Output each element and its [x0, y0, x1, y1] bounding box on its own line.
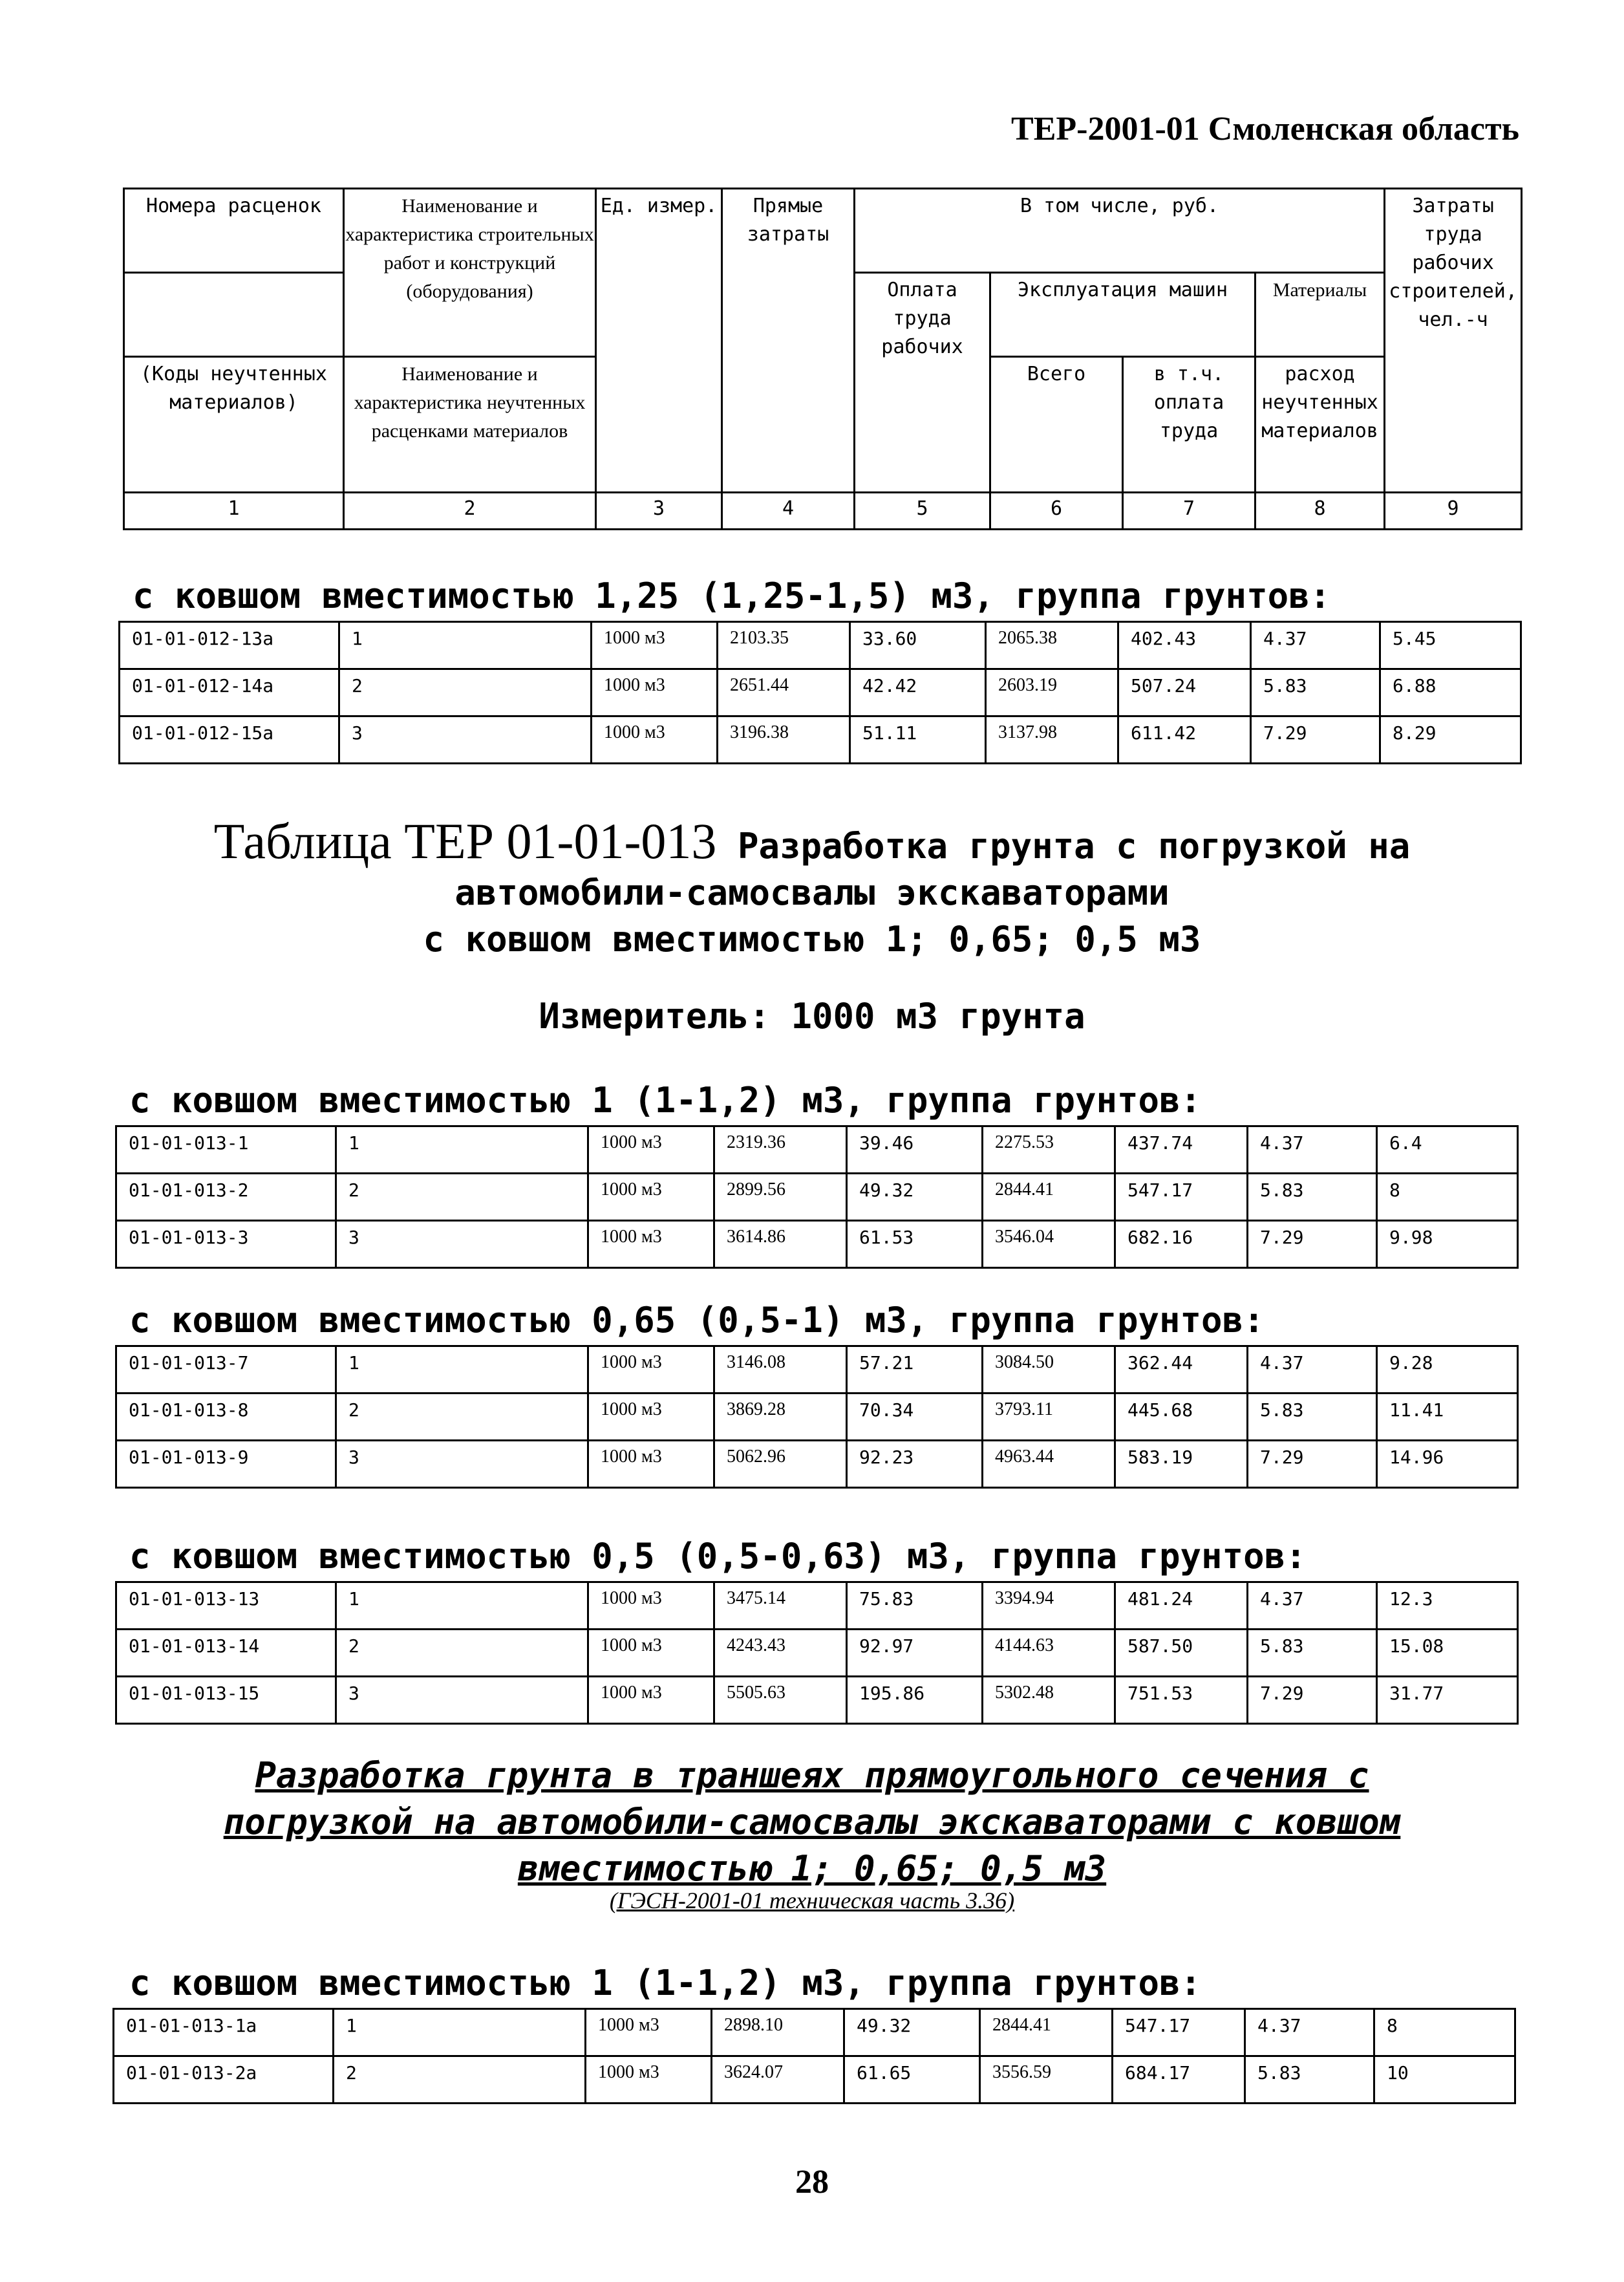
rate-table: [112, 2008, 1516, 2104]
table-cell: 2844.41: [980, 2009, 1113, 2056]
table-cell: 2651.44: [718, 669, 850, 716]
header-materials: Материалы: [1255, 273, 1385, 357]
table-cell: 1000 м3: [592, 716, 718, 764]
table-cell: 2899.56: [714, 1174, 847, 1221]
rate-table: [115, 1581, 1519, 1725]
table-cell: 4.37: [1245, 2009, 1374, 2056]
table-cell: 3556.59: [980, 2056, 1113, 2104]
table-cell: 5505.63: [714, 1677, 847, 1724]
table-cell: 4.37: [1248, 1126, 1377, 1174]
table-cell: 2844.41: [983, 1174, 1115, 1221]
table-cell: 1000 м3: [588, 1630, 714, 1677]
table-cell: 195.86: [847, 1677, 983, 1724]
table-cell: 4963.44: [983, 1441, 1115, 1488]
table-row: [120, 669, 1521, 716]
group-heading: с ковшом вместимостью 1 (1-1,2) м3, группа грунтов:: [129, 1963, 1202, 2003]
table-cell: 2: [334, 2056, 586, 2104]
table-cell: 3546.04: [983, 1221, 1115, 1268]
table-cell: 362.44: [1115, 1346, 1248, 1394]
table-cell: 1: [336, 1346, 588, 1394]
table-cell: 01-01-013-1: [116, 1126, 336, 1174]
table-cell: 587.50: [1115, 1630, 1248, 1677]
table-cell: 3137.98: [986, 716, 1118, 764]
table-cell: 8.29: [1380, 716, 1521, 764]
table-cell: 7.29: [1251, 716, 1380, 764]
table-cell: 5.83: [1248, 1630, 1377, 1677]
table-cell: 611.42: [1118, 716, 1251, 764]
unit-line: Измеритель: 1000 м3 грунта: [539, 996, 1085, 1037]
table-cell: 2: [336, 1630, 588, 1677]
table-cell: 14.96: [1377, 1441, 1518, 1488]
table-cell: 445.68: [1115, 1394, 1248, 1441]
column-header-table: [123, 188, 1522, 530]
table-cell: 3475.14: [714, 1582, 847, 1630]
table-cell: 2: [339, 669, 592, 716]
table-cell: 437.74: [1115, 1126, 1248, 1174]
table-cell: 5302.48: [983, 1677, 1115, 1724]
table-cell: 1: [336, 1582, 588, 1630]
table-row: [116, 1582, 1518, 1630]
table-cell: 8: [1374, 2009, 1515, 2056]
table-cell: 01-01-013-1а: [114, 2009, 334, 2056]
header-direct-costs: Прямые затраты: [722, 189, 855, 493]
table-row: [116, 1126, 1518, 1174]
table-cell: 61.65: [844, 2056, 980, 2104]
table-cell: 7.29: [1248, 1441, 1377, 1488]
table-row: [116, 1221, 1518, 1268]
table-cell: 682.16: [1115, 1221, 1248, 1268]
table-cell: 9.28: [1377, 1346, 1518, 1394]
column-number: 6: [990, 493, 1123, 530]
table-cell: 51.11: [850, 716, 986, 764]
table-cell: 3614.86: [714, 1221, 847, 1268]
column-number: 1: [124, 493, 344, 530]
table-row: [120, 622, 1521, 669]
table-cell: 57.21: [847, 1346, 983, 1394]
table-cell: 2319.36: [714, 1126, 847, 1174]
table-row: [116, 1174, 1518, 1221]
table-cell: 2065.38: [986, 622, 1118, 669]
header-incl-wages: в т.ч. оплата труда: [1123, 357, 1255, 493]
table-cell: 4144.63: [983, 1630, 1115, 1677]
column-number: 4: [722, 493, 855, 530]
table-cell: 1000 м3: [592, 669, 718, 716]
table-title-line3: с ковшом вместимостью 1; 0,65; 0,5 м3: [423, 919, 1201, 960]
table-cell: 1000 м3: [588, 1677, 714, 1724]
table-row: [116, 1394, 1518, 1441]
header-incl: В том числе, руб.: [855, 189, 1385, 273]
table-cell: 583.19: [1115, 1441, 1248, 1488]
trench-title-line2: погрузкой на автомобили-самосвалы экскаваторами с ковшом: [223, 1802, 1401, 1842]
table-cell: 1: [336, 1126, 588, 1174]
header-total: Всего: [990, 357, 1123, 493]
header-name-materials: Наименование и характеристика неучтенных расценками материалов: [344, 357, 596, 493]
table-cell: 3: [336, 1677, 588, 1724]
table-cell: 547.17: [1113, 2009, 1245, 2056]
header-rates-spacer: [124, 273, 344, 357]
table-cell: 01-01-013-2: [116, 1174, 336, 1221]
table-cell: 1000 м3: [592, 622, 718, 669]
table-cell: 3084.50: [983, 1346, 1115, 1394]
table-cell: 3869.28: [714, 1394, 847, 1441]
table-row: [116, 1346, 1518, 1394]
group-heading: с ковшом вместимостью 0,65 (0,5-1) м3, группа грунтов:: [129, 1300, 1265, 1340]
table-cell: 1000 м3: [588, 1221, 714, 1268]
header-name-works: Наименование и характеристика строительных работ и конструкций (оборудования): [344, 189, 596, 357]
table-cell: 5.45: [1380, 622, 1521, 669]
table-cell: 8: [1377, 1174, 1518, 1221]
trench-title-line3: вместимостью 1; 0,65; 0,5 м3: [517, 1848, 1107, 1889]
table-cell: 01-01-013-7: [116, 1346, 336, 1394]
table-cell: 49.32: [847, 1174, 983, 1221]
table-cell: 11.41: [1377, 1394, 1518, 1441]
table-cell: 01-01-012-14а: [120, 669, 339, 716]
table-cell: 7.29: [1248, 1677, 1377, 1724]
table-cell: 6.4: [1377, 1126, 1518, 1174]
table-cell: 3196.38: [718, 716, 850, 764]
table-cell: 01-01-013-2а: [114, 2056, 334, 2104]
group-heading: с ковшом вместимостью 1,25 (1,25-1,5) м3, группа грунтов:: [133, 576, 1331, 616]
table-cell: 31.77: [1377, 1677, 1518, 1724]
table-cell: 75.83: [847, 1582, 983, 1630]
table-cell: 15.08: [1377, 1630, 1518, 1677]
column-number: 5: [855, 493, 990, 530]
column-number: 7: [1123, 493, 1255, 530]
table-cell: 01-01-013-3: [116, 1221, 336, 1268]
table-title-line1: Разработка грунта с погрузкой на: [737, 826, 1411, 867]
rate-table: [118, 621, 1522, 764]
table-cell: 684.17: [1113, 2056, 1245, 2104]
table-cell: 3793.11: [983, 1394, 1115, 1441]
header-rates-no: Номера расценок: [124, 189, 344, 273]
table-cell: 01-01-012-13а: [120, 622, 339, 669]
table-cell: 01-01-013-15: [116, 1677, 336, 1724]
table-cell: 2898.10: [712, 2009, 844, 2056]
table-cell: 5.83: [1245, 2056, 1374, 2104]
table-cell: 92.23: [847, 1441, 983, 1488]
table-cell: 5.83: [1248, 1394, 1377, 1441]
table-cell: 42.42: [850, 669, 986, 716]
table-cell: 1: [339, 622, 592, 669]
table-title-lead: Таблица ТЕР 01-01-013: [213, 813, 717, 869]
table-cell: 1000 м3: [588, 1174, 714, 1221]
table-cell: 4.37: [1248, 1346, 1377, 1394]
column-number: 2: [344, 493, 596, 530]
table-title-line2: автомобили-самосвалы экскаваторами: [454, 872, 1170, 913]
running-header: ТЕР-2001-01 Смоленская область: [1011, 111, 1519, 147]
table-cell: 49.32: [844, 2009, 980, 2056]
table-cell: 92.97: [847, 1630, 983, 1677]
header-consumption: расход неучтенных материалов: [1255, 357, 1385, 493]
table-cell: 01-01-013-9: [116, 1441, 336, 1488]
table-row: [120, 716, 1521, 764]
table-cell: 5.83: [1248, 1174, 1377, 1221]
table-row: [114, 2056, 1515, 2104]
table-cell: 3: [336, 1441, 588, 1488]
column-number: 9: [1385, 493, 1522, 530]
table-cell: 10: [1374, 2056, 1515, 2104]
rate-table: [115, 1125, 1519, 1269]
table-row: [116, 1441, 1518, 1488]
table-cell: 2275.53: [983, 1126, 1115, 1174]
table-cell: 3624.07: [712, 2056, 844, 2104]
table-cell: 481.24: [1115, 1582, 1248, 1630]
table-cell: 3: [339, 716, 592, 764]
table-cell: 1000 м3: [588, 1126, 714, 1174]
table-cell: 1: [334, 2009, 586, 2056]
table-cell: 3394.94: [983, 1582, 1115, 1630]
table-cell: 33.60: [850, 622, 986, 669]
trench-reference: (ГЭСН-2001-01 техническая часть 3.36): [609, 1888, 1015, 1913]
table-row: [114, 2009, 1515, 2056]
trench-section-title: [129, 1752, 1495, 1892]
table-cell: 39.46: [847, 1126, 983, 1174]
column-number: 3: [596, 493, 722, 530]
table-cell: 1000 м3: [586, 2056, 712, 2104]
page-number: 28: [795, 2164, 829, 2201]
table-cell: 402.43: [1118, 622, 1251, 669]
table-cell: 61.53: [847, 1221, 983, 1268]
table-cell: 7.29: [1248, 1221, 1377, 1268]
table-cell: 751.53: [1115, 1677, 1248, 1724]
rate-table: [115, 1345, 1519, 1489]
header-unit: Ед. измер.: [596, 189, 722, 493]
table-cell: 01-01-013-13: [116, 1582, 336, 1630]
table-cell: 2: [336, 1174, 588, 1221]
header-machines: Эксплуатация машин: [990, 273, 1255, 357]
table-cell: 547.17: [1115, 1174, 1248, 1221]
table-cell: 507.24: [1118, 669, 1251, 716]
table-cell: 4243.43: [714, 1630, 847, 1677]
table-cell: 01-01-012-15а: [120, 716, 339, 764]
table-row: [116, 1677, 1518, 1724]
header-wages: Оплата труда рабочих: [855, 273, 990, 493]
table-cell: 2103.35: [718, 622, 850, 669]
table-cell: 9.98: [1377, 1221, 1518, 1268]
table-cell: 1000 м3: [588, 1582, 714, 1630]
table-cell: 3146.08: [714, 1346, 847, 1394]
header-codes: (Коды неучтенных материалов): [124, 357, 344, 493]
table-cell: 01-01-013-14: [116, 1630, 336, 1677]
table-cell: 70.34: [847, 1394, 983, 1441]
table-cell: 1000 м3: [588, 1441, 714, 1488]
table-cell: 2603.19: [986, 669, 1118, 716]
table-cell: 6.88: [1380, 669, 1521, 716]
table-cell: 4.37: [1248, 1582, 1377, 1630]
table-cell: 3: [336, 1221, 588, 1268]
table-cell: 12.3: [1377, 1582, 1518, 1630]
table-cell: 01-01-013-8: [116, 1394, 336, 1441]
group-heading: с ковшом вместимостью 0,5 (0,5-0,63) м3, группа грунтов:: [129, 1536, 1307, 1577]
group-heading: с ковшом вместимостью 1 (1-1,2) м3, группа грунтов:: [129, 1080, 1202, 1121]
table-cell: 2: [336, 1394, 588, 1441]
table-cell: 5.83: [1251, 669, 1380, 716]
header-labor-costs: Затраты труда рабочих строителей, чел.-ч: [1385, 189, 1522, 493]
trench-title-line1: Разработка грунта в траншеях прямоугольного сечения с: [255, 1755, 1369, 1796]
table-cell: 1000 м3: [586, 2009, 712, 2056]
table-cell: 1000 м3: [588, 1346, 714, 1394]
table-cell: 5062.96: [714, 1441, 847, 1488]
table-title: [129, 813, 1495, 963]
table-cell: 4.37: [1251, 622, 1380, 669]
column-number: 8: [1255, 493, 1385, 530]
table-cell: 1000 м3: [588, 1394, 714, 1441]
table-row: [116, 1630, 1518, 1677]
